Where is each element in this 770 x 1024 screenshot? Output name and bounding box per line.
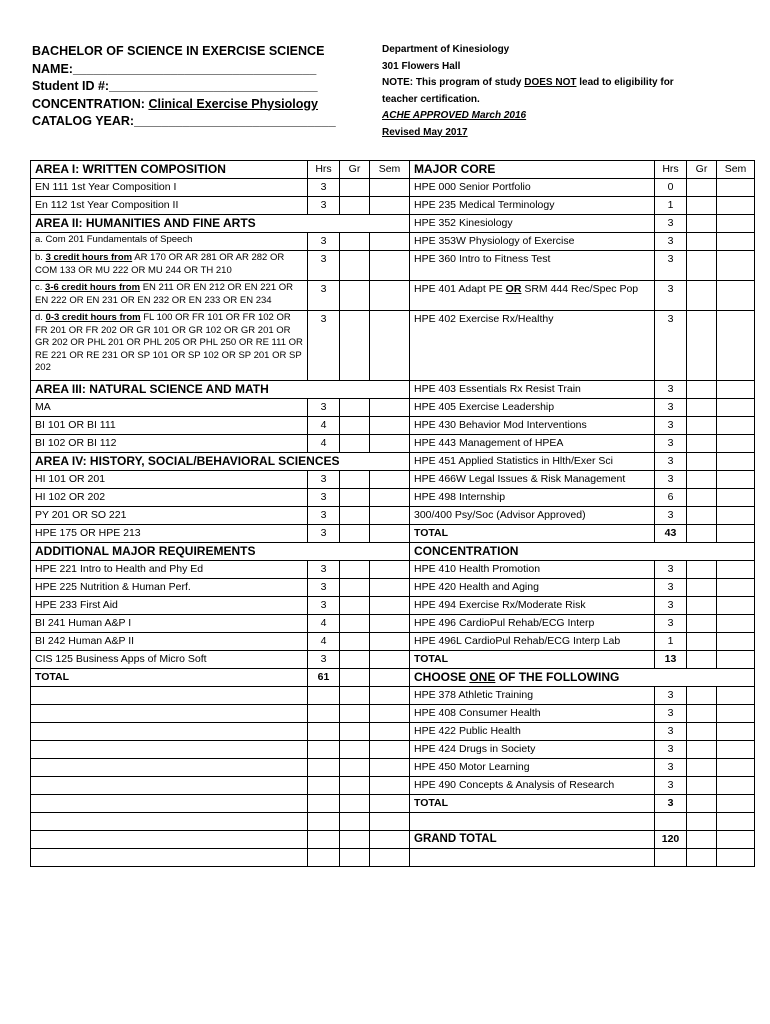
sem-cell[interactable] [370, 633, 410, 651]
grade-cell[interactable] [687, 197, 717, 215]
grade-cell[interactable] [340, 281, 370, 311]
sem-cell[interactable] [717, 507, 755, 525]
course-hrs: 3 [655, 741, 687, 759]
sem-cell[interactable] [370, 233, 410, 251]
table-row [31, 543, 755, 561]
program-of-study-table [30, 160, 755, 867]
grade-cell[interactable] [687, 525, 717, 543]
course-hrs: 3 [308, 281, 340, 311]
blank-cell[interactable] [31, 705, 308, 723]
table-row [31, 179, 755, 197]
sem-cell[interactable] [717, 561, 755, 579]
table-row [31, 597, 755, 615]
course: HPE 378 Athletic Training [410, 687, 655, 705]
grade-cell[interactable] [687, 759, 717, 777]
course-hrs: 3 [308, 399, 340, 417]
grade-cell[interactable] [687, 777, 717, 795]
grade-cell[interactable] [687, 687, 717, 705]
course: HPE 225 Nutrition & Human Perf. [31, 579, 308, 597]
sem-cell[interactable] [717, 453, 755, 471]
area-heading: CHOOSE ONE OF THE FOLLOWING [410, 669, 755, 687]
sem-cell[interactable] [370, 197, 410, 215]
sem-cell[interactable] [717, 489, 755, 507]
header-right [382, 42, 674, 141]
grade-cell[interactable] [687, 179, 717, 197]
course: HPE 233 First Aid [31, 597, 308, 615]
course: MA [31, 399, 308, 417]
course: HI 102 OR 202 [31, 489, 308, 507]
course: HPE 424 Drugs in Society [410, 741, 655, 759]
sem-cell[interactable] [370, 507, 410, 525]
course-hrs: 3 [308, 311, 340, 381]
course-hrs: 4 [308, 633, 340, 651]
course-hrs: 3 [655, 777, 687, 795]
grade-cell[interactable] [340, 561, 370, 579]
sem-cell[interactable] [717, 615, 755, 633]
blank-cell[interactable] [31, 687, 308, 705]
grade-cell[interactable] [340, 435, 370, 453]
course-hrs: 3 [655, 471, 687, 489]
grade-cell[interactable] [687, 281, 717, 311]
sem-cell[interactable] [370, 597, 410, 615]
elective-total-label: TOTAL [410, 795, 655, 813]
hrs-header: Hrs [655, 161, 687, 179]
course: HPE 175 OR HPE 213 [31, 525, 308, 543]
hrs-header: Hrs [308, 161, 340, 179]
course-hrs: 3 [655, 687, 687, 705]
table-row [31, 795, 755, 813]
sem-cell[interactable] [370, 471, 410, 489]
course: 300/400 Psy/Soc (Advisor Approved) [410, 507, 655, 525]
sem-cell[interactable] [717, 417, 755, 435]
course-hrs: 3 [655, 215, 687, 233]
course: HPE 420 Health and Aging [410, 579, 655, 597]
header-left [32, 43, 336, 131]
sem-cell[interactable] [717, 831, 755, 849]
sem-cell[interactable] [717, 251, 755, 281]
grade-cell[interactable] [687, 489, 717, 507]
grade-cell[interactable] [687, 215, 717, 233]
course-option: d. 0-3 credit hours from FL 100 OR FR 101 OR FR 102 OR FR 201 OR FR 202 OR GR 101 OR GR 102 OR GR 201 OR GR 202 OR PHL 201 OR PHL 205 OR PHL 250 OR RE 111 OR RE 221 OR RE 231 OR SP 101 OR SP 102 OR SP 201 OR SP 202 [31, 311, 308, 381]
course-hrs: 4 [308, 435, 340, 453]
sem-cell[interactable] [717, 281, 755, 311]
blank-cell[interactable] [31, 777, 308, 795]
grade-cell[interactable] [340, 251, 370, 281]
course-hrs: 3 [655, 507, 687, 525]
grade-cell[interactable] [687, 233, 717, 251]
table-row [31, 651, 755, 669]
table-row [31, 633, 755, 651]
catalog-year-field[interactable]: CATALOG YEAR:_____________________________ [32, 114, 336, 128]
course-hrs: 3 [655, 399, 687, 417]
table-row [31, 759, 755, 777]
course: HPE 443 Management of HPEA [410, 435, 655, 453]
grade-cell[interactable] [687, 453, 717, 471]
grade-cell[interactable] [340, 651, 370, 669]
course: BI 102 OR BI 112 [31, 435, 308, 453]
course-hrs: 3 [308, 579, 340, 597]
course: HPE 408 Consumer Health [410, 705, 655, 723]
conc-total-label: TOTAL [410, 651, 655, 669]
sem-cell[interactable] [717, 795, 755, 813]
grade-cell[interactable] [340, 417, 370, 435]
grade-cell[interactable] [687, 561, 717, 579]
sem-cell[interactable] [717, 597, 755, 615]
name-field[interactable]: NAME:___________________________________ [32, 61, 317, 76]
program-title: BACHELOR OF SCIENCE IN EXERCISE SCIENCE [32, 44, 325, 58]
course-hrs: 3 [308, 197, 340, 215]
course-hrs: 3 [308, 651, 340, 669]
sem-cell[interactable] [717, 579, 755, 597]
sem-cell[interactable] [717, 723, 755, 741]
course: HPE 490 Concepts & Analysis of Research [410, 777, 655, 795]
area-heading: AREA II: HUMANITIES AND FINE ARTS [31, 215, 410, 233]
table-row [31, 849, 755, 867]
table-row [31, 381, 755, 399]
course: HPE 352 Kinesiology [410, 215, 655, 233]
sem-header: Sem [370, 161, 410, 179]
sem-cell[interactable] [370, 179, 410, 197]
sem-cell[interactable] [370, 417, 410, 435]
revised-date: Revised May 2017 [382, 126, 468, 138]
table-row [31, 471, 755, 489]
table-row [31, 281, 755, 311]
grade-cell[interactable] [687, 633, 717, 651]
table-row [31, 525, 755, 543]
table-row [31, 687, 755, 705]
table-row [31, 615, 755, 633]
grade-cell[interactable] [340, 489, 370, 507]
area-heading: AREA I: WRITTEN COMPOSITION [31, 161, 308, 179]
grade-cell[interactable] [340, 197, 370, 215]
course: HPE 221 Intro to Health and Phy Ed [31, 561, 308, 579]
course: HPE 403 Essentials Rx Resist Train [410, 381, 655, 399]
grand-total-hrs: 120 [655, 831, 687, 849]
table-row [31, 669, 755, 687]
course: HPE 402 Exercise Rx/Healthy [410, 311, 655, 381]
course-option: c. 3-6 credit hours from EN 211 OR EN 212 OR EN 221 OR EN 222 OR EN 231 OR EN 232 OR EN 233 OR EN 234 [31, 281, 308, 311]
blank-cell[interactable] [31, 795, 308, 813]
grade-cell[interactable] [687, 651, 717, 669]
course-hrs: 3 [308, 507, 340, 525]
blank-cell[interactable] [31, 759, 308, 777]
area-heading: CONCENTRATION [410, 543, 755, 561]
course-hrs: 3 [655, 251, 687, 281]
grade-cell[interactable] [687, 435, 717, 453]
course: HPE 360 Intro to Fitness Test [410, 251, 655, 281]
grade-cell[interactable] [340, 597, 370, 615]
building: 301 Flowers Hall [382, 60, 461, 72]
grade-cell[interactable] [687, 399, 717, 417]
concentration-line: CONCENTRATION: Clinical Exercise Physiology [32, 96, 318, 111]
table-row [31, 197, 755, 215]
course: HPE 353W Physiology of Exercise [410, 233, 655, 251]
course-hrs: 3 [655, 579, 687, 597]
sem-cell[interactable] [717, 311, 755, 381]
grade-cell[interactable] [340, 615, 370, 633]
course: BI 101 OR BI 111 [31, 417, 308, 435]
table-row [31, 233, 755, 251]
course-hrs: 3 [308, 525, 340, 543]
course-hrs: 3 [308, 233, 340, 251]
sem-cell[interactable] [717, 687, 755, 705]
area-heading: AREA IV: HISTORY, SOCIAL/BEHAVIORAL SCIENCES [31, 453, 410, 471]
grade-cell[interactable] [340, 179, 370, 197]
table-row [31, 741, 755, 759]
course-hrs: 1 [655, 633, 687, 651]
course: HPE 450 Motor Learning [410, 759, 655, 777]
course-hrs: 3 [308, 597, 340, 615]
conc-total-hrs: 13 [655, 651, 687, 669]
blank-cell[interactable] [31, 849, 308, 867]
blank-cell[interactable] [31, 813, 308, 831]
note-line2: teacher certification. [382, 93, 480, 105]
course-hrs: 3 [308, 471, 340, 489]
sem-cell[interactable] [370, 561, 410, 579]
table-row [31, 705, 755, 723]
course: HPE 410 Health Promotion [410, 561, 655, 579]
grade-cell[interactable] [687, 251, 717, 281]
course-hrs: 3 [308, 561, 340, 579]
course: CIS 125 Business Apps of Micro Soft [31, 651, 308, 669]
sem-cell[interactable] [717, 233, 755, 251]
grade-cell[interactable] [687, 417, 717, 435]
grade-cell[interactable] [687, 597, 717, 615]
department: Department of Kinesiology [382, 44, 510, 55]
table-row [31, 215, 755, 233]
course-hrs: 3 [655, 417, 687, 435]
area-heading: ADDITIONAL MAJOR REQUIREMENTS [31, 543, 410, 561]
sem-cell[interactable] [370, 651, 410, 669]
table-row [31, 251, 755, 281]
blank-cell[interactable] [31, 831, 308, 849]
table-row [31, 813, 755, 831]
sem-cell[interactable] [370, 669, 410, 687]
grade-cell[interactable] [687, 741, 717, 759]
grade-cell[interactable] [687, 381, 717, 399]
table-row [31, 311, 755, 381]
core-total-label: TOTAL [410, 525, 655, 543]
grade-cell[interactable] [340, 633, 370, 651]
grade-cell[interactable] [687, 471, 717, 489]
grade-cell[interactable] [340, 399, 370, 417]
course: HPE 401 Adapt PE OR SRM 444 Rec/Spec Pop [410, 281, 655, 311]
sem-cell[interactable] [370, 579, 410, 597]
course: HPE 430 Behavior Mod Interventions [410, 417, 655, 435]
sem-header: Sem [717, 161, 755, 179]
sem-cell[interactable] [717, 179, 755, 197]
grade-cell[interactable] [340, 507, 370, 525]
concentration-value: Clinical Exercise Physiology [148, 96, 318, 111]
grade-cell[interactable] [340, 311, 370, 381]
grade-cell[interactable] [687, 615, 717, 633]
course: HI 101 OR 201 [31, 471, 308, 489]
table-row [31, 453, 755, 471]
course: EN 111 1st Year Composition I [31, 179, 308, 197]
grade-cell[interactable] [687, 579, 717, 597]
course-option: b. 3 credit hours from AR 170 OR AR 281 OR AR 282 OR COM 133 OR MU 222 OR MU 244 OR TH 210 [31, 251, 308, 281]
sem-cell[interactable] [717, 759, 755, 777]
course-hrs: 4 [308, 615, 340, 633]
course: PY 201 OR SO 221 [31, 507, 308, 525]
sem-cell[interactable] [370, 489, 410, 507]
sem-cell[interactable] [370, 525, 410, 543]
gr-header: Gr [687, 161, 717, 179]
sem-cell[interactable] [717, 197, 755, 215]
sem-cell[interactable] [717, 651, 755, 669]
course: HPE 498 Internship [410, 489, 655, 507]
course: HPE 451 Applied Statistics in Hlth/Exer Sci [410, 453, 655, 471]
course: BI 241 Human A&P I [31, 615, 308, 633]
blank-cell[interactable] [31, 741, 308, 759]
course-hrs: 6 [655, 489, 687, 507]
sem-cell[interactable] [370, 615, 410, 633]
grade-cell[interactable] [687, 831, 717, 849]
course: HPE 466W Legal Issues & Risk Management [410, 471, 655, 489]
sem-cell[interactable] [717, 215, 755, 233]
grade-cell[interactable] [340, 471, 370, 489]
course: HPE 235 Medical Terminology [410, 197, 655, 215]
course-hrs: 3 [655, 723, 687, 741]
sem-cell[interactable] [717, 399, 755, 417]
course: HPE 422 Public Health [410, 723, 655, 741]
course: a. Com 201 Fundamentals of Speech [31, 233, 308, 251]
course-hrs: 3 [655, 597, 687, 615]
ache-approved: ACHE APPROVED March 2016 [382, 110, 527, 121]
blank-cell[interactable] [31, 723, 308, 741]
left-total-hrs: 61 [308, 669, 340, 687]
gr-header: Gr [340, 161, 370, 179]
course-hrs: 1 [655, 197, 687, 215]
course-hrs: 3 [655, 281, 687, 311]
student-id-field[interactable]: Student ID #:______________________________ [32, 79, 318, 93]
grade-cell[interactable] [340, 233, 370, 251]
table-row [31, 579, 755, 597]
course: En 112 1st Year Composition II [31, 197, 308, 215]
course-hrs: 3 [308, 489, 340, 507]
sem-cell[interactable] [370, 399, 410, 417]
sem-cell[interactable] [717, 435, 755, 453]
area-heading: MAJOR CORE [410, 161, 655, 179]
table-row [31, 777, 755, 795]
course: BI 242 Human A&P II [31, 633, 308, 651]
sem-cell[interactable] [370, 311, 410, 381]
sem-cell[interactable] [370, 281, 410, 311]
area-heading: AREA III: NATURAL SCIENCE AND MATH [31, 381, 410, 399]
table-row [31, 561, 755, 579]
grade-cell[interactable] [340, 669, 370, 687]
course-hrs: 3 [655, 615, 687, 633]
grade-cell[interactable] [340, 579, 370, 597]
course: HPE 494 Exercise Rx/Moderate Risk [410, 597, 655, 615]
course: HPE 405 Exercise Leadership [410, 399, 655, 417]
course-hrs: 3 [655, 233, 687, 251]
elective-total-hrs: 3 [655, 795, 687, 813]
left-total-label: TOTAL [31, 669, 308, 687]
table-row [31, 435, 755, 453]
course: HPE 496 CardioPul Rehab/ECG Interp [410, 615, 655, 633]
note: NOTE: This program of study DOES NOT lead to eligibility for [382, 77, 674, 88]
course-hrs: 3 [655, 311, 687, 381]
table-row [31, 831, 755, 849]
sem-cell[interactable] [717, 471, 755, 489]
course: HPE 000 Senior Portfolio [410, 179, 655, 197]
sem-cell[interactable] [370, 251, 410, 281]
sem-cell[interactable] [370, 435, 410, 453]
grand-total-label: GRAND TOTAL [410, 831, 655, 849]
table-row [31, 723, 755, 741]
course-hrs: 3 [308, 251, 340, 281]
table-row [31, 507, 755, 525]
grade-cell[interactable] [687, 311, 717, 381]
table-row [31, 161, 755, 179]
sem-cell[interactable] [717, 633, 755, 651]
sem-cell[interactable] [717, 381, 755, 399]
table-row [31, 417, 755, 435]
course-hrs: 3 [655, 561, 687, 579]
course-hrs: 3 [655, 381, 687, 399]
course-hrs: 3 [655, 453, 687, 471]
table-row [31, 489, 755, 507]
core-total-hrs: 43 [655, 525, 687, 543]
course-hrs: 3 [655, 759, 687, 777]
grade-cell[interactable] [687, 507, 717, 525]
grade-cell[interactable] [687, 705, 717, 723]
course-hrs: 3 [655, 705, 687, 723]
course-hrs: 3 [308, 179, 340, 197]
table-row [31, 399, 755, 417]
course-hrs: 4 [308, 417, 340, 435]
sem-cell[interactable] [717, 705, 755, 723]
course: HPE 496L CardioPul Rehab/ECG Interp Lab [410, 633, 655, 651]
course-hrs: 0 [655, 179, 687, 197]
course-hrs: 3 [655, 435, 687, 453]
grade-cell[interactable] [687, 723, 717, 741]
sem-cell[interactable] [717, 777, 755, 795]
sem-cell[interactable] [717, 525, 755, 543]
grade-cell[interactable] [687, 795, 717, 813]
sem-cell[interactable] [717, 741, 755, 759]
grade-cell[interactable] [340, 525, 370, 543]
